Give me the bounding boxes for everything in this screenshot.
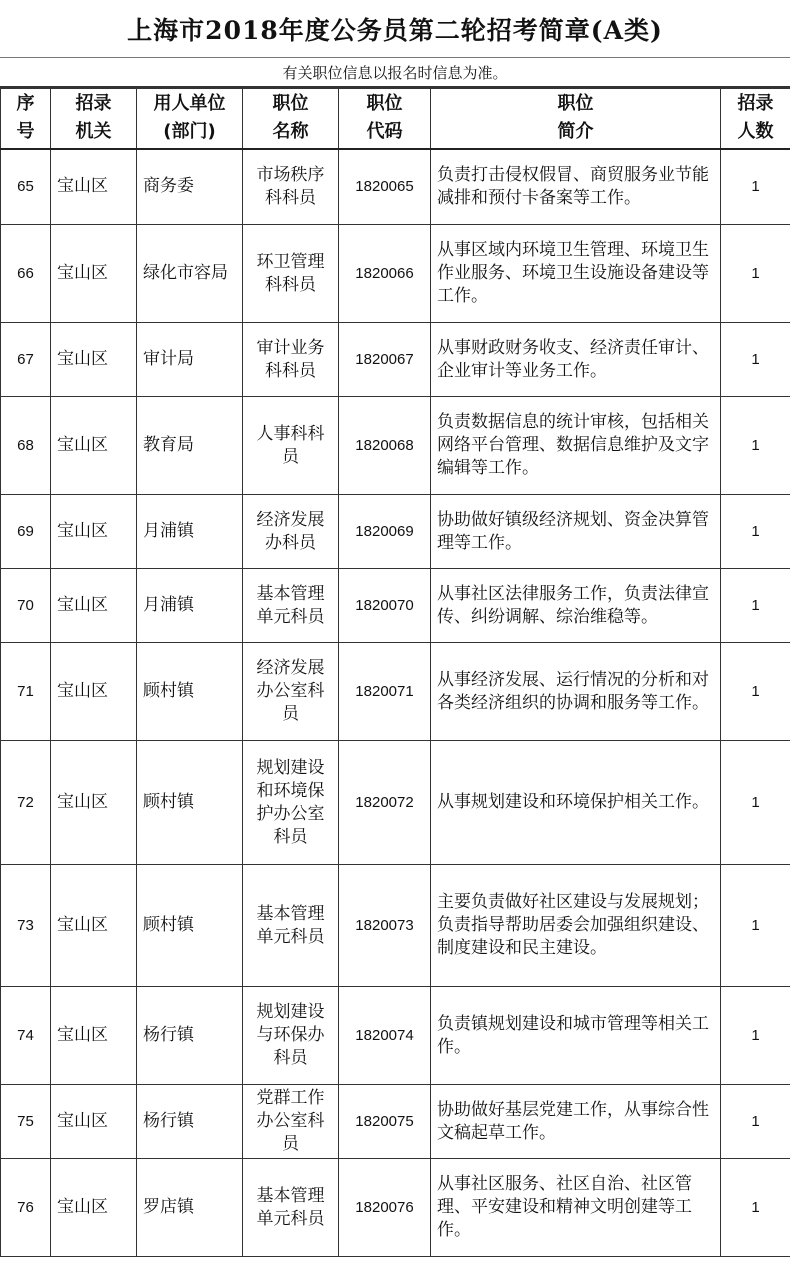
cell-code: 1820070 — [339, 569, 431, 643]
header-count-line1: 招录 — [737, 93, 774, 115]
cell-org: 宝山区 — [51, 741, 137, 865]
table-row — [1, 741, 790, 865]
cell-name: 规划建设和环境保护办公室科员 — [243, 741, 339, 865]
header-name — [243, 89, 339, 149]
cell-seq: 72 — [1, 741, 51, 865]
cell-count: 1 — [721, 865, 790, 987]
cell-count: 1 — [721, 741, 790, 865]
cell-count: 1 — [721, 569, 790, 643]
cell-count: 1 — [721, 495, 790, 569]
cell-name: 经济发展办科员 — [243, 495, 339, 569]
header-code-line2: 代码 — [366, 121, 403, 143]
table-row — [1, 1085, 790, 1159]
cell-unit: 教育局 — [137, 397, 243, 495]
page-title: 上海市2018年度公务员第二轮招考简章(A类) — [0, 0, 790, 58]
cell-desc: 从事社区服务、社区自治、社区管理、平安建设和精神文明创建等工作。 — [431, 1159, 721, 1257]
cell-count: 1 — [721, 987, 790, 1085]
cell-code: 1820073 — [339, 865, 431, 987]
cell-org: 宝山区 — [51, 495, 137, 569]
cell-count: 1 — [721, 149, 790, 225]
header-seq-line2: 号 — [16, 121, 35, 143]
cell-code: 1820068 — [339, 397, 431, 495]
table-row — [1, 987, 790, 1085]
table-row — [1, 643, 790, 741]
cell-code: 1820076 — [339, 1159, 431, 1257]
cell-name: 环卫管理科科员 — [243, 225, 339, 323]
header-org-line2: 机关 — [75, 121, 112, 143]
cell-count: 1 — [721, 1085, 790, 1159]
cell-name: 基本管理单元科员 — [243, 1159, 339, 1257]
cell-seq: 73 — [1, 865, 51, 987]
cell-code: 1820074 — [339, 987, 431, 1085]
table-row — [1, 495, 790, 569]
cell-org: 宝山区 — [51, 1159, 137, 1257]
cell-desc: 协助做好镇级经济规划、资金决算管理等工作。 — [431, 495, 721, 569]
table-header-row — [1, 89, 790, 149]
header-name-line1: 职位 — [272, 93, 309, 115]
cell-unit: 罗店镇 — [137, 1159, 243, 1257]
table-row — [1, 865, 790, 987]
cell-desc: 协助做好基层党建工作，从事综合性文稿起草工作。 — [431, 1085, 721, 1159]
cell-code: 1820069 — [339, 495, 431, 569]
cell-code: 1820075 — [339, 1085, 431, 1159]
cell-count: 1 — [721, 1159, 790, 1257]
cell-count: 1 — [721, 397, 790, 495]
cell-name: 市场秩序科科员 — [243, 149, 339, 225]
cell-name: 经济发展办公室科员 — [243, 643, 339, 741]
cell-org: 宝山区 — [51, 397, 137, 495]
cell-count: 1 — [721, 225, 790, 323]
positions-table — [0, 88, 790, 1257]
page-subtitle: 有关职位信息以报名时信息为准。 — [0, 58, 790, 88]
cell-seq: 71 — [1, 643, 51, 741]
cell-seq: 67 — [1, 323, 51, 397]
cell-unit: 商务委 — [137, 149, 243, 225]
cell-desc: 主要负责做好社区建设与发展规划；负责指导帮助居委会加强组织建设、制度建设和民主建设。 — [431, 865, 721, 987]
cell-unit: 月浦镇 — [137, 495, 243, 569]
header-desc — [431, 89, 721, 149]
cell-seq: 76 — [1, 1159, 51, 1257]
cell-desc: 从事规划建设和环境保护相关工作。 — [431, 741, 721, 865]
cell-seq: 68 — [1, 397, 51, 495]
cell-code: 1820065 — [339, 149, 431, 225]
header-count — [721, 89, 790, 149]
cell-org: 宝山区 — [51, 569, 137, 643]
header-org-line1: 招录 — [75, 93, 112, 115]
header-code-line1: 职位 — [366, 93, 403, 115]
cell-org: 宝山区 — [51, 865, 137, 987]
cell-org: 宝山区 — [51, 643, 137, 741]
cell-unit: 顾村镇 — [137, 741, 243, 865]
table-row — [1, 397, 790, 495]
cell-unit: 绿化市容局 — [137, 225, 243, 323]
header-desc-line2: 简介 — [557, 121, 594, 143]
cell-count: 1 — [721, 643, 790, 741]
header-desc-line1: 职位 — [557, 93, 594, 115]
cell-seq: 65 — [1, 149, 51, 225]
header-unit — [137, 89, 243, 149]
cell-desc: 负责数据信息的统计审核，包括相关网络平台管理、数据信息维护及文字编辑等工作。 — [431, 397, 721, 495]
cell-desc: 从事区域内环境卫生管理、环境卫生作业服务、环境卫生设施设备建设等工作。 — [431, 225, 721, 323]
cell-unit: 月浦镇 — [137, 569, 243, 643]
cell-code: 1820067 — [339, 323, 431, 397]
table-row — [1, 149, 790, 225]
cell-seq: 74 — [1, 987, 51, 1085]
cell-unit: 顾村镇 — [137, 643, 243, 741]
header-count-line2: 人数 — [737, 121, 774, 143]
cell-desc: 从事社区法律服务工作，负责法律宣传、纠纷调解、综治维稳等。 — [431, 569, 721, 643]
cell-code: 1820072 — [339, 741, 431, 865]
cell-desc: 负责打击侵权假冒、商贸服务业节能减排和预付卡备案等工作。 — [431, 149, 721, 225]
table-row — [1, 1159, 790, 1257]
cell-name: 基本管理单元科员 — [243, 865, 339, 987]
cell-name: 审计业务科科员 — [243, 323, 339, 397]
cell-org: 宝山区 — [51, 149, 137, 225]
cell-org: 宝山区 — [51, 987, 137, 1085]
cell-unit: 杨行镇 — [137, 1085, 243, 1159]
cell-desc: 从事经济发展、运行情况的分析和对各类经济组织的协调和服务等工作。 — [431, 643, 721, 741]
cell-name: 基本管理单元科员 — [243, 569, 339, 643]
cell-seq: 69 — [1, 495, 51, 569]
cell-org: 宝山区 — [51, 1085, 137, 1159]
cell-name: 党群工作办公室科员 — [243, 1085, 339, 1159]
cell-seq: 75 — [1, 1085, 51, 1159]
cell-code: 1820066 — [339, 225, 431, 323]
table-row — [1, 569, 790, 643]
cell-unit: 杨行镇 — [137, 987, 243, 1085]
header-seq — [1, 89, 51, 149]
cell-desc: 从事财政财务收支、经济责任审计、企业审计等业务工作。 — [431, 323, 721, 397]
cell-org: 宝山区 — [51, 225, 137, 323]
cell-name: 人事科科员 — [243, 397, 339, 495]
table-row — [1, 225, 790, 323]
cell-unit: 顾村镇 — [137, 865, 243, 987]
cell-desc: 负责镇规划建设和城市管理等相关工作。 — [431, 987, 721, 1085]
table-row — [1, 323, 790, 397]
cell-name: 规划建设与环保办科员 — [243, 987, 339, 1085]
header-unit-line2: (部门) — [163, 121, 216, 143]
cell-seq: 70 — [1, 569, 51, 643]
header-seq-line1: 序 — [16, 93, 35, 115]
header-code — [339, 89, 431, 149]
header-unit-line1: 用人单位 — [153, 93, 226, 115]
header-org — [51, 89, 137, 149]
cell-seq: 66 — [1, 225, 51, 323]
cell-unit: 审计局 — [137, 323, 243, 397]
cell-code: 1820071 — [339, 643, 431, 741]
header-name-line2: 名称 — [272, 121, 309, 143]
cell-count: 1 — [721, 323, 790, 397]
cell-org: 宝山区 — [51, 323, 137, 397]
